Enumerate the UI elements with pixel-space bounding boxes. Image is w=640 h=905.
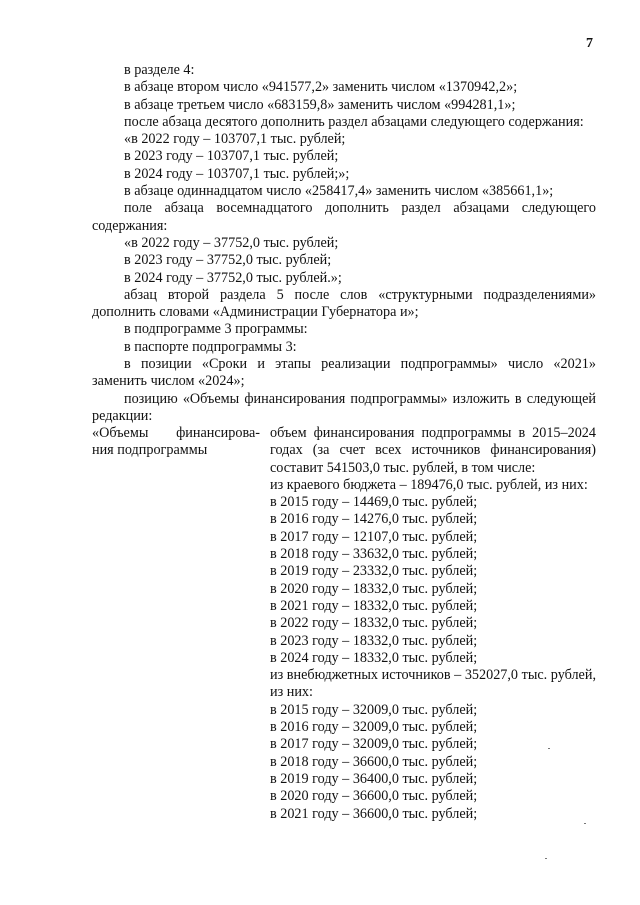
label-line: «Объемы финансирова- — [92, 425, 260, 441]
paragraph: в 2024 году – 103707,1 тыс. рублей;»; — [124, 165, 350, 182]
paragraph: в разделе 4: — [124, 62, 195, 78]
financing-line: в 2016 году – 14276,0 тыс. рублей; — [270, 511, 478, 528]
paragraph: в 2023 году – 37752,0 тыс. рублей; — [124, 252, 332, 269]
financing-line: в 2018 году – 33632,0 тыс. рублей; — [270, 546, 478, 563]
financing-line: в 2022 году – 18332,0 тыс. рублей; — [270, 615, 478, 632]
financing-line: в 2015 году – 32009,0 тыс. рублей; — [270, 701, 478, 718]
financing-line: в 2015 году – 14469,0 тыс. рублей; — [270, 494, 478, 511]
table-position-label — [92, 425, 260, 460]
paragraph: в 2024 году – 37752,0 тыс. рублей.»; — [124, 269, 342, 286]
paragraph: «в 2022 году – 37752,0 тыс. рублей; — [124, 234, 339, 251]
financing-line: в 2019 году – 36400,0 тыс. рублей; — [270, 770, 478, 787]
financing-line: в 2020 году – 18332,0 тыс. рублей; — [270, 580, 478, 597]
table-position-value — [270, 425, 596, 823]
financing-line: в 2018 году – 36600,0 тыс. рублей; — [270, 753, 478, 770]
paragraph: абзац второй раздела 5 после слов «структурными подразделениями» дополнить словами «Администрации Губернатора и»; — [92, 286, 596, 321]
amendment-text — [92, 62, 596, 425]
paragraph: после абзаца десятого дополнить раздел абзацами следующего содержания: — [124, 113, 584, 130]
paragraph: позицию «Объемы финансирования подпрограммы» изложить в следующей редакции: — [92, 390, 596, 424]
scan-speck — [545, 858, 547, 859]
financing-line: в 2021 году – 18332,0 тыс. рублей; — [270, 597, 478, 614]
paragraph: в 2023 году – 103707,1 тыс. рублей; — [124, 148, 339, 165]
financing-line: в 2020 году – 36600,0 тыс. рублей; — [270, 788, 478, 805]
paragraph: в паспорте подпрограммы 3: — [124, 338, 297, 355]
paragraph: в абзаце третьем число «683159,8» заменить числом «994281,1»; — [124, 96, 516, 113]
financing-line: в 2017 году – 32009,0 тыс. рублей; — [270, 736, 478, 753]
financing-line: в 2021 году – 36600,0 тыс. рублей; — [270, 805, 478, 822]
financing-line: в 2017 году – 12107,0 тыс. рублей; — [270, 528, 478, 545]
financing-line: в 2024 году – 18332,0 тыс. рублей; — [270, 649, 478, 666]
page-number: 7 — [586, 36, 593, 51]
label-line: ния подпрограммы — [92, 442, 208, 459]
scan-speck — [548, 748, 550, 749]
paragraph: в позиции «Сроки и этапы реализации подпрограммы» число «2021» заменить числом «2024»; — [92, 356, 596, 390]
financing-line: в 2019 году – 23332,0 тыс. рублей; — [270, 563, 478, 580]
financing-line: в 2023 году – 18332,0 тыс. рублей; — [270, 632, 478, 649]
financing-line: из краевого бюджета – 189476,0 тыс. рублей, из них: — [270, 476, 588, 493]
financing-line: объем финансирования подпрограммы в 2015–2024 годах (за счет всех источников финансирования) составит 541503,0 тыс. рублей, в том числе: — [270, 425, 596, 476]
paragraph: в абзаце одиннадцатом число «258417,4» заменить числом «385661,1»; — [124, 183, 554, 200]
financing-line: из внебюджетных источников – 352027,0 тыс. рублей, из них: — [270, 667, 596, 701]
financing-line: в 2016 году – 32009,0 тыс. рублей; — [270, 719, 478, 736]
paragraph: «в 2022 году – 103707,1 тыс. рублей; — [124, 131, 346, 148]
paragraph: поле абзаца восемнадцатого дополнить раздел абзацами следующего содержания: — [92, 200, 596, 234]
paragraph: в абзаце втором число «941577,2» заменить числом «1370942,2»; — [124, 79, 518, 96]
scan-speck — [584, 823, 586, 824]
paragraph: в подпрограмме 3 программы: — [124, 321, 308, 338]
